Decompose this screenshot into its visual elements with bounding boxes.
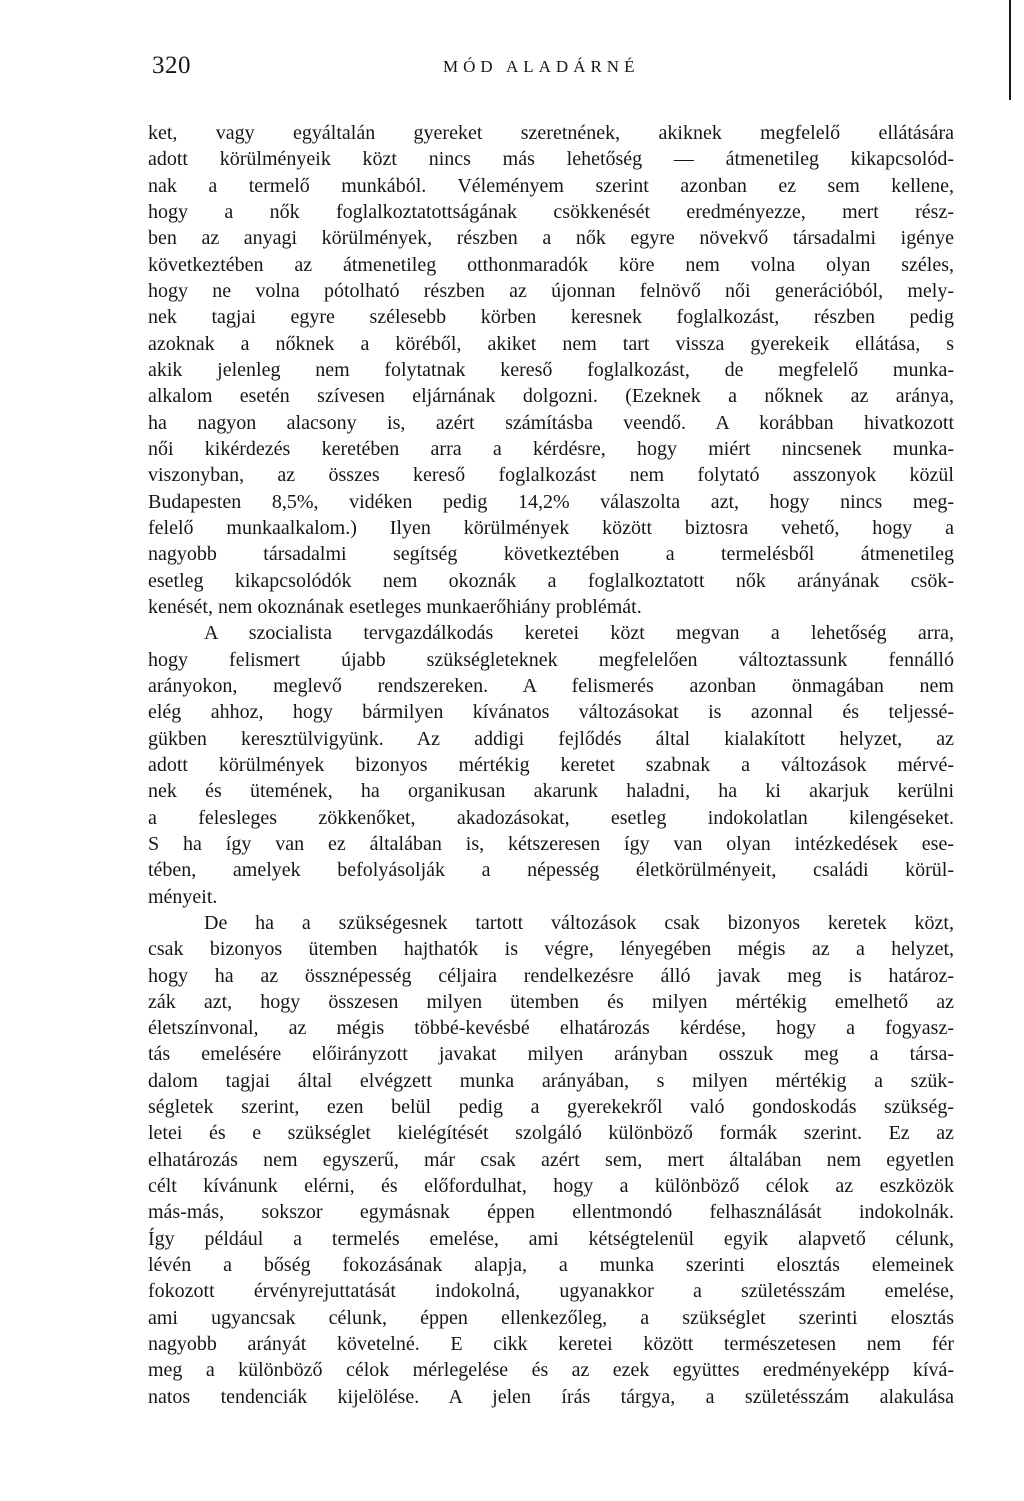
text-line: De ha a szükségesnek tartott változások csak bizonyos keretek közt,: [204, 911, 954, 934]
text-line: kenését, nem okoznának esetleges munkaerőhiány problémát.: [148, 595, 642, 618]
text-line: Így például a termelés emelése, ami kétségtelenül egyik alapvető célunk,: [148, 1227, 954, 1250]
text-line: azoknak a nőknek a köréből, akiket nem tart vissza gyerekeik ellátása, s: [148, 332, 954, 355]
text-line: letei és e szükséglet kielégítését szolgáló különböző formák szerint. Ez az: [148, 1122, 954, 1145]
text-line: fokozott érvényrejuttatását indokolná, ugyanakkor a születésszám emelése,: [148, 1280, 954, 1303]
text-line: más-más, sokszor egymásnak éppen ellentmondó felhasználását indokolnák.: [148, 1201, 954, 1224]
text-line: ami ugyancsak célunk, éppen ellenkezőleg, a szükséglet szerinti elosztás: [148, 1306, 954, 1329]
text-line: nek tagjai egyre szélesebb körben keresnek foglalkozást, részben pedig: [148, 306, 954, 329]
text-line: ményeit.: [148, 885, 218, 908]
text-line: hogy ne volna pótolható részben az újonnan felnövő női generációból, mely-: [148, 279, 954, 302]
text-line: Budapesten 8,5%, vidéken pedig 14,2% válaszolta azt, hogy nincs meg-: [148, 490, 954, 513]
text-line: arányokon, meglevő rendszereken. A felismerés azonban önmagában nem: [148, 674, 954, 697]
text-line: női kikérdezés keretében arra a kérdésre, hogy miért nincsenek munka-: [148, 437, 954, 460]
text-line: ben az anyagi körülmények, részben a nők egyre növekvő társadalmi igénye: [148, 227, 954, 250]
text-line: tás emelésére előirányzott javakat milyen arányban osszuk meg a társa-: [148, 1043, 954, 1066]
text-line: tében, amelyek befolyásolják a népesség életkörülményeit, családi körül-: [148, 859, 954, 882]
text-line: dalom tagjai által elvégzett munka arányában, s milyen mértékig a szük-: [148, 1069, 954, 1092]
text-line: natos tendenciák kijelölése. A jelen írás tárgya, a születésszám alakulása: [148, 1385, 954, 1408]
text-line: nagyobb arányát követelné. E cikk keretei között természetesen nem fér: [148, 1333, 954, 1356]
text-line: nagyobb társadalmi segítség következtében a termelésből átmenetileg: [148, 543, 954, 566]
text-line: célt kívánunk elérni, és előfordulhat, hogy a különböző célok az eszközök: [148, 1175, 954, 1198]
text-line: akik jelenleg nem folytatnak kereső foglalkozást, de megfelelő munka-: [148, 358, 954, 381]
text-line: hogy ha az össznépesség céljaira rendelkezésre álló javak meg is határoz-: [148, 964, 954, 987]
text-line: felelő munkaalkalom.) Ilyen körülmények között biztosra vehető, hogy a: [148, 516, 954, 539]
text-line: alkalom esetén szívesen eljárnának dolgozni. (Ezeknek a nőknek az aránya,: [148, 385, 954, 408]
text-line: életszínvonal, az mégis többé-kevésbé elhatározás kérdése, hogy a fogyasz-: [148, 1017, 954, 1040]
text-line: adott körülményeik közt nincs más lehetőség — átmenetileg kikapcsolód-: [148, 148, 954, 171]
running-head: MÓD ALADÁRNÉ: [443, 57, 640, 76]
text-line: ségletek szerint, ezen belül pedig a gyerekekről való gondoskodás szükség-: [148, 1096, 954, 1119]
text-line: elhatározás nem egyszerű, már csak azért sem, mert általában nem egyetlen: [148, 1148, 954, 1171]
text-line: ha nagyon alacsony is, azért számításba veendő. A korábban hivatkozott: [148, 411, 954, 434]
text-line: ket, vagy egyáltalán gyereket szeretnének, akiknek megfelelő ellátására: [148, 122, 954, 144]
text-line: S ha így van ez általában is, kétszeresen így van olyan intézkedések ese-: [148, 832, 954, 855]
text-line: hogy a nők foglalkoztatottságának csökkenését eredményezze, mert rész-: [148, 200, 954, 223]
text-line: gükben keresztülvigyünk. Az addigi fejlődés által kialakított helyzet, az: [148, 727, 954, 750]
text-line: meg a különböző célok mérlegelése és az ezek együttes eredményeképp kívá-: [148, 1359, 954, 1382]
page-number: 320: [152, 52, 191, 79]
text-line: a felesleges zökkenőket, akadozásokat, esetleg indokolatlan kilengéseket.: [148, 806, 954, 829]
text-line: csak bizonyos ütemben hajthatók is végre, lényegében mégis az a helyzet,: [148, 938, 954, 961]
text-line: következtében az átmenetileg otthonmaradók köre nem volna olyan széles,: [148, 253, 954, 276]
scan-edge-line: [1009, 0, 1011, 100]
text-line: adott körülmények bizonyos mértékig keretet szabnak a változások mérvé-: [148, 753, 954, 776]
text-line: zák azt, hogy összesen milyen ütemben és milyen mértékig emelhető az: [148, 990, 954, 1013]
text-line: esetleg kikapcsolódók nem okoznák a foglalkoztatott nők arányának csök-: [148, 569, 954, 592]
text-line: hogy felismert újabb szükségleteknek megfelelően változtassunk fennálló: [148, 648, 954, 671]
text-line: nek és ütemének, ha organikusan akarunk haladni, ha ki akarjuk kerülni: [148, 780, 954, 803]
body-text: [148, 120, 954, 1410]
text-line: nak a termelő munkából. Véleményem szerint azonban ez sem kellene,: [148, 174, 954, 197]
text-line: elég ahhoz, hogy bármilyen kívánatos változásokat is azonnal és teljessé-: [148, 701, 954, 724]
text-line: lévén a bőség fokozásának alapja, a munka szerinti elosztás elemeinek: [148, 1254, 954, 1277]
text-line: viszonyban, az összes kereső foglalkozást nem folytató asszonyok közül: [148, 464, 954, 487]
text-line: A szocialista tervgazdálkodás keretei közt megvan a lehetőség arra,: [204, 622, 954, 645]
